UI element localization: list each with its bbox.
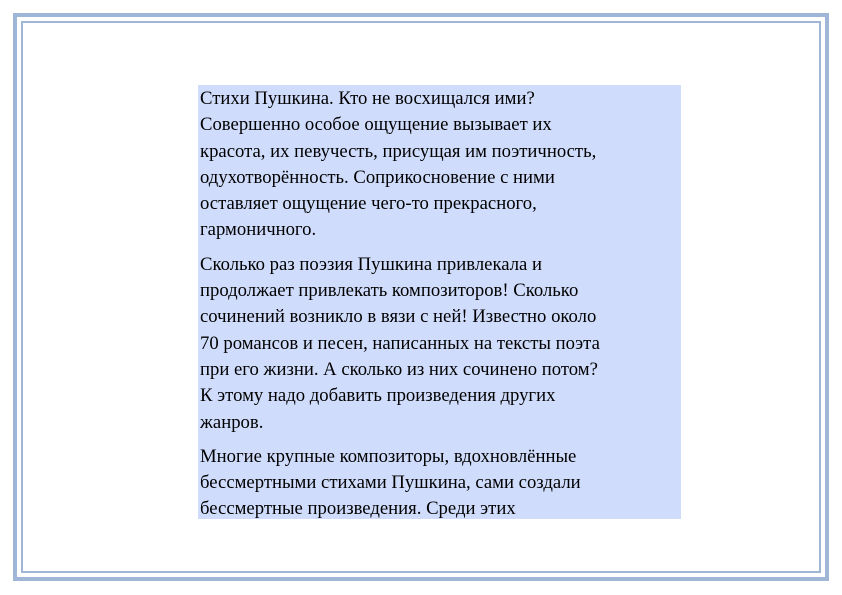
text-box bbox=[198, 85, 681, 519]
text-line: гармоничного. bbox=[200, 219, 317, 241]
paragraph-3 bbox=[200, 444, 681, 519]
text-line: красота, их певучесть, присущая им поэтичность, bbox=[200, 140, 597, 162]
text-line: 70 романсов и песен, написанных на тексты поэта bbox=[200, 332, 600, 354]
text-line: жанров. bbox=[200, 411, 264, 433]
paragraph-2 bbox=[200, 252, 681, 436]
text-line: Многие крупные композиторы, вдохновлённые bbox=[200, 445, 577, 467]
text-line: К этому надо добавить произведения других bbox=[200, 385, 556, 407]
text-line: бессмертными стихами Пушкина, сами создали bbox=[200, 472, 581, 494]
text-line: одухотворённость. Соприкосновение с ними bbox=[200, 166, 555, 188]
text-line: при его жизни. А сколько из них сочинено потом? bbox=[200, 358, 598, 380]
paragraph-1 bbox=[200, 86, 681, 244]
text-line: продолжает привлекать композиторов! Сколько bbox=[200, 280, 579, 302]
text-line: оставляет ощущение чего-то прекрасного, bbox=[200, 193, 537, 215]
text-line: сочинений возникло в вязи с ней! Известно около bbox=[200, 306, 597, 328]
text-line: бессмертные произведения. Среди этих bbox=[200, 498, 516, 519]
text-line: Сколько раз поэзия Пушкина привлекала и bbox=[200, 253, 542, 275]
text-line: Стихи Пушкина. Кто не восхищался ими? bbox=[200, 88, 535, 109]
text-line: Совершенно особое ощущение вызывает их bbox=[200, 114, 552, 136]
